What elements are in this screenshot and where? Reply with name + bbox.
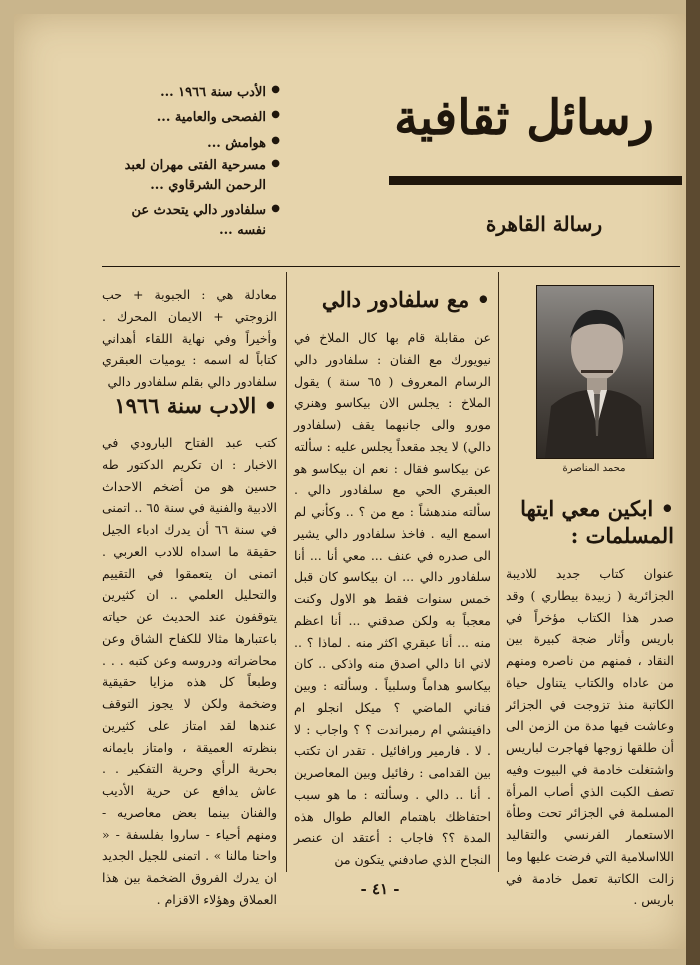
section-body-dali: عن مقابلة قام بها كال الملاخ في نيويورك مع الفنان : سلفادور دالي الرسام المعروف ( ٦٥ سنة ) يقول الملاخ : يجلس الان بيكاسو وهنري مورو والى جانبهما يقف (سلفادور دالي) لا يجد مقعداً يجلس عليه : سألته عن بيكاسو فقال : نعم ان بيكاسو هو العبقري الحي مع سلفادور دالي . سألته مندهشاً : مع من ؟ .. وكأني لم اسمع اليه . فاخذ سلفادور دالي يشير الى صدره في عنف ... معي أنا ... أنا سلفادور دالي ... ان بيكاسو كان قبل خمس سنوات فقط هو الاول وكنت معجباً به ولكن صدقني ... أنا اعظم منه ... أنا عبقري اكثر منه . لماذا ؟ .. لاني انا دالي اصدق منه واذكى .. كان بيكاسو هداماً وسلبياً . وسألته : وبين فناني الماضي ؟ ميكل انجلو ام دافينشي ام رمبراندت ؟ ؟ واجاب : لا . لا . فارمير ورافائيل . تقدر ان تكتب بين القدامى : رفائيل وبين المعاصرين . أنا .. دالي . وسألته : ما هو سبب احتفاظك باهتمام العالم طوال هذه المدة ؟؟ فاجاب : أعتقد ان عنصر النجاح الذي صادفني يتكون من <box>294 330 491 867</box>
section-body-literature-1966: كتب عبد الفتاح البارودي في الاخبار : ان تكريم الدكتور طه حسين هو من أضخم الاحداث الادبية والفنية في سنة ٦٥ .. اتمنى في سنة ٦٦ أن يدرك ادباء الجيل حقيقة ما اسداه للادب العربي . اتمنى ان يتعمقوا في التقييم والتحليل العلمي .. ان كثيرين يتوقفون عند الحديث عن حياته باعتبارها مثالا للكفاح الشاق وعن محاضراته ودروسه وعن كتبه . . . وطبعاً كل هذه مزايا حقيقية وضخمة ولكن لا يجوز التوقف عندها لقد امتاز على كثيرين بنظرته العميقة ، وامتاز بايمانه بحرية الرأي وحرية التفكير . . عاش يدافع عن حرية الأديب والفنان بينما بعض معاصريه - ومنهم أحياء - ساروا بفلسفة - « واحنا مالنا » . اتمنى للجيل الجديد ان يدرك الفروق الضخمة بين هذا العملاق وهؤلاء الاقزام . <box>102 435 277 907</box>
header-divider <box>102 266 680 267</box>
section-body-dali-continued: معادلة هي : الجبوبة + حب الزوجتي + الايمان المحرك . وأخيراً وفي نهاية اللقاء أهداني كتاباً له اسمه : يوميات العبقري سلفادور دالي بقلم سلفادور دالي <box>102 287 277 389</box>
toc-item-4: ● مسرحية الفتى مهران لعبد الرحمن الشرقاوي ... <box>102 156 280 195</box>
magazine-page <box>14 14 686 949</box>
page-number: - ٤١ - <box>360 880 400 898</box>
section-heading-muslim-women: • ابكين معي ايتها المسلمات : <box>520 496 674 549</box>
photo-caption: محمد المناصرة <box>562 463 626 474</box>
toc-item-2: ● الفصحى والعامية ... <box>102 105 280 130</box>
toc-item-1: ● الأدب سنة ١٩٦٦ ... <box>102 80 280 105</box>
magazine-title: رسائل ثقافية <box>394 90 654 146</box>
portrait-illustration <box>537 286 653 458</box>
section-heading-dali: • مع سلفادور دالي <box>321 287 490 312</box>
column-divider-left <box>286 272 287 872</box>
table-of-contents <box>102 80 280 240</box>
toc-item-5: ● سلفادور دالي يتحدث عن نفسه ... <box>102 201 280 240</box>
toc-item-3: ● هوامش ... <box>102 131 280 156</box>
author-photo <box>536 285 654 459</box>
title-underline <box>389 176 682 185</box>
magazine-subtitle: رسالة القاهرة <box>485 212 603 236</box>
section-heading-literature-1966: • الادب سنة ١٩٦٦ <box>114 393 277 418</box>
page-edge-shadow <box>686 0 700 965</box>
section-body-muslim-women: عنوان كتاب جديد للاديبة الجزائرية ( زبيدة بيطاري ) وقد صدر هذا الكتاب مؤخراً في باريس وأثار ضجة كبيرة بين النقاد ، فمنهم من ناصره ومنهم من عاداه والكتاب يتناول حياة الكاتبة منذ تزوجت في الجزائر وعاشت فيها مدة من الزمن الى أن طلقها زوجها فهاجرت لباريس واشتغلت خادمة في البيوت وفيه تصف الكبت الذي أصاب المرأة المسلمة في الجزائر تحت وطأة الاستعمار الفرنسي والتقاليد اللااسلامية التي فرضت عليها وما زالت الكاتبة تعمل خادمة في باريس . <box>506 566 674 908</box>
column-divider-right <box>498 272 499 872</box>
